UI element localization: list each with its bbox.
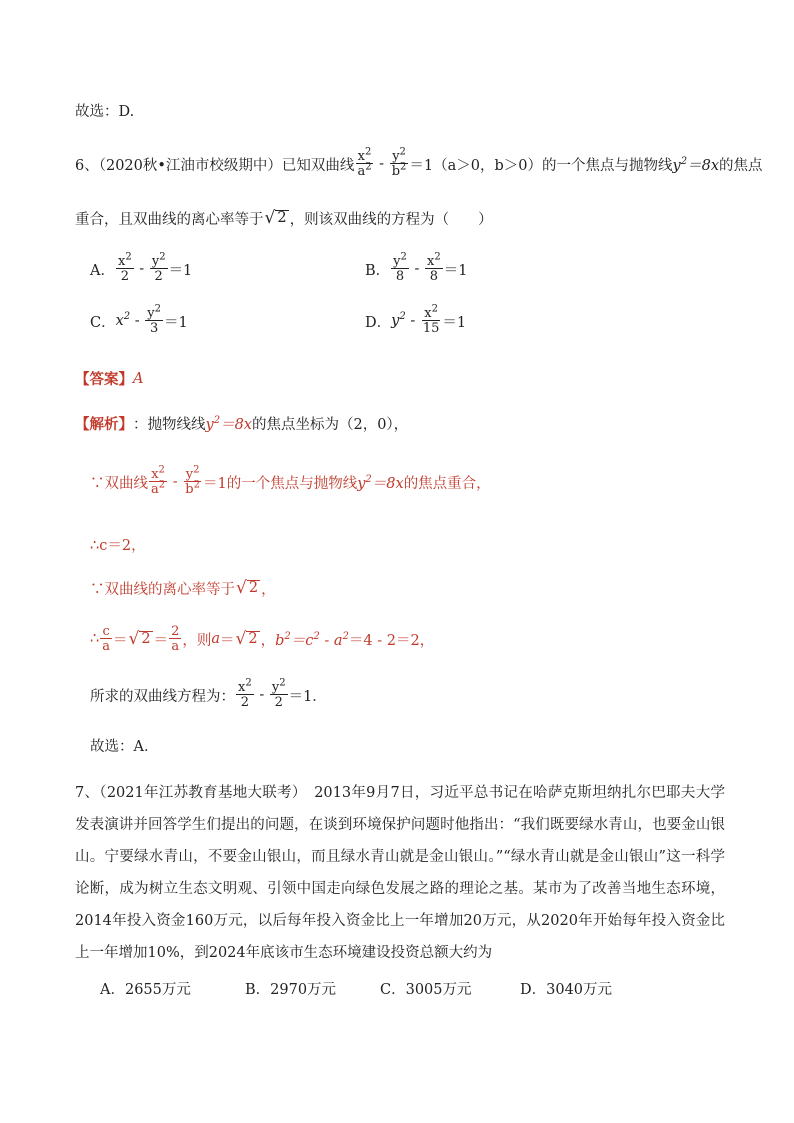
step1-a: ∵双曲线 [90, 475, 148, 492]
q6-condition: （a＞0，b＞0）的一个焦点与抛物线 [433, 157, 673, 174]
prev-select-text: 故选：D. [75, 104, 135, 120]
option-a-label: A． [90, 262, 115, 279]
q6-step2 [90, 534, 146, 555]
q6-analysis-line1: 【解析】 ：抛物线线 $y^2=8x$ 的焦点坐标为（2，0）， [75, 413, 408, 434]
step3: ∵双曲线的离心率等于 [90, 582, 235, 598]
q6-option-a[interactable]: A． $\frac{x^2}{2}$ - $\frac{y^2}{2}$ ＝1 [90, 251, 193, 284]
q6-step5: 所求的双曲线方程为： $\frac{x^2}{2}$ - $\frac{y^2}{2}$ ＝1． [90, 677, 327, 710]
frac-x2-a2: $\frac{x^2}{a^2}$ [357, 146, 372, 179]
analysis-1b: 的焦点坐标为（2，0）， [251, 417, 409, 433]
option-b-label: B． [365, 262, 391, 279]
q6-stem-line2 [75, 208, 493, 229]
q7-option-c[interactable] [380, 978, 472, 999]
step4-a: ∴ [90, 631, 100, 647]
step1-c: 的焦点重合， [403, 475, 491, 492]
q7-option-d-label: D．3040万元 [520, 982, 613, 998]
q6-step1: ∵双曲线 $\frac{x^2}{a^2}$ - $\frac{y^2}{b^2}$ ＝1 的一个焦点与抛物线 $y^2=8x$ 的焦点重合， [90, 464, 491, 497]
step4-c: ，则 [182, 632, 212, 649]
step5-a: 所求的双曲线方程为： [90, 688, 235, 705]
option-d-label: D． [365, 314, 392, 331]
q6-step4: ∴ $\frac{c}{a}$ ＝ √ 2 ＝ $\frac{2}{a}$ ，则 a ＝ √ 2 ， $b^2=c^2 - a^2$ ＝4 - 2＝2， [90, 624, 435, 654]
q7-text: 7、（2021年江苏教育基地大联考） 2013年9月7日，习近平总书记在哈萨克斯坦纳扎尔巴耶夫大学发表演讲并回答学生们提出的问题，在谈到环境保护问题时他指出：“我们既要绿水青山，也要金山银山。宁要绿水青山，不要金山银山，而且绿水青山就是金山银山。”“绿水青山就是金山银山”这一科学论断，成为树立生态文明观、引领中国走向绿色发展之路的理论之基。某市为了改善当地生态环境，2014年投入资金160万元，以后每年投入资金比上一年增加20万元，从2020年开始每年投入资金比上一年增加10%，到2024年底该市生态环境建设投资总额大约为 [75, 785, 725, 961]
step4-d: ＝4 - 2＝2， [348, 632, 435, 649]
q7-option-a[interactable] [100, 978, 191, 999]
q6-option-c[interactable]: C． $x^2$ - $\frac{y^2}{3}$ ＝1 [90, 303, 188, 336]
analysis-label: 【解析】 [75, 416, 133, 433]
option-c-label: C． [90, 314, 116, 331]
q6-line2-b: ，则该双曲线的方程为（ ） [289, 212, 493, 228]
q6-prefix: 6、（2020秋•江油市校级期中）已知双曲线 [75, 157, 355, 174]
answer-label: 【答案】 [75, 371, 133, 388]
step5-b: ＝1． [288, 688, 327, 705]
q6-focus-tail: 的焦点 [719, 157, 763, 174]
answer-value: A [133, 370, 144, 387]
q7-option-d[interactable] [520, 978, 612, 999]
step4-b: ＝ [153, 632, 169, 649]
q6-option-b[interactable]: B． $\frac{y^2}{8}$ - $\frac{x^2}{8}$ ＝1 [365, 251, 468, 284]
q6-line2-a: 重合，且双曲线的离心率等于 [75, 212, 264, 228]
sqrt-2: √ 2 [264, 208, 287, 228]
step1-b: 的一个焦点与抛物线 [226, 475, 358, 492]
q6-step3: ∵双曲线的离心率等于 √ 2 ， [90, 578, 276, 598]
q6-stem-line1: 6、（2020秋•江油市校级期中）已知双曲线 $\frac{x^2}{a^2}$ - $\frac{y^2}{b^2}$ ＝1 （a＞0，b＞0）的一个焦点与抛物线 $y^2=8x$ 的焦点 [75, 146, 763, 179]
q6-answer [75, 368, 143, 389]
q6-select-text: 故选：A． [90, 739, 159, 755]
q7-stem [75, 777, 725, 969]
frac-y2-b2: $\frac{y^2}{b^2}$ [391, 146, 407, 179]
q6-option-d[interactable]: D． $y^2$ - $\frac{x^2}{15}$ ＝1 [365, 303, 467, 336]
analysis-1a: ：抛物线线 [133, 417, 206, 433]
q7-option-c-label: C．3005万元 [380, 982, 472, 998]
q7-option-b[interactable] [245, 978, 336, 999]
prev-answer-select [75, 100, 134, 121]
step2: ∴c＝2， [90, 538, 146, 554]
q7-option-b-label: B．2970万元 [245, 982, 337, 998]
q6-select [90, 735, 158, 756]
q7-option-a-label: A．2655万元 [100, 982, 191, 998]
